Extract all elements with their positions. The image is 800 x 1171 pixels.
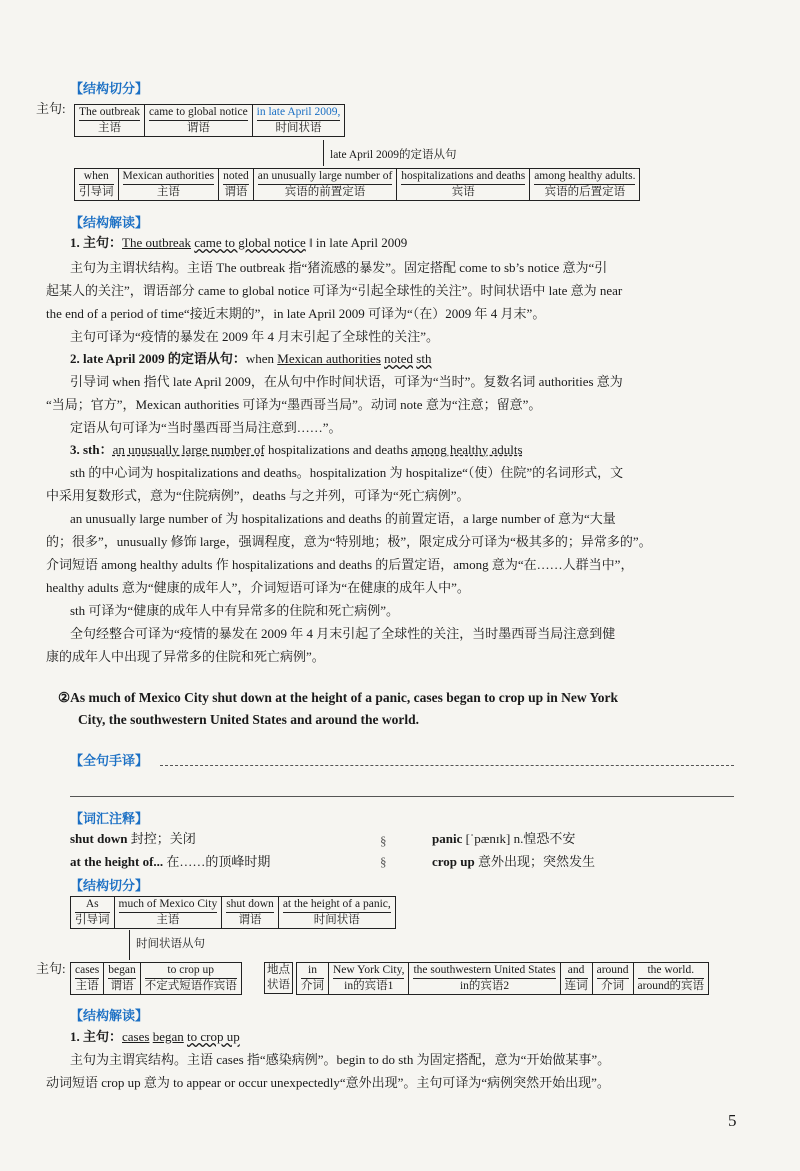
vocab-header: 【词汇注释】 bbox=[70, 812, 149, 827]
paragraph-line: sth 可译为“健康的成年人中有异常多的住院和死亡病例”。 bbox=[70, 603, 399, 618]
paragraph-line: 起某人的关注”，谓语部分 came to global notice 可译为“引起全球性的关注”。时间状语中 late 意为 near bbox=[46, 283, 623, 298]
arrow-connector bbox=[129, 930, 130, 960]
table-cell: The outbreak 主语 bbox=[79, 106, 140, 134]
paragraph-line: sth 的中心词为 hospitalizations and deaths。hospitalization 为 hospitalize“（使）住院”的名词形式，文 bbox=[70, 465, 624, 480]
table-cell: at the height of a panic, 时间状语 bbox=[278, 897, 395, 928]
vocab-item: panic [ˈpænɪk] n.惶恐不安 bbox=[432, 831, 576, 846]
vocab-item: shut down 封控；关闭 bbox=[70, 831, 196, 846]
point-3-title-line: 3. sth：an unusually large number of hospitalizations and deaths among healthy adults bbox=[70, 442, 523, 457]
table-cell: in 介词 bbox=[301, 964, 324, 992]
table-cell: came to global notice 谓语 bbox=[144, 105, 252, 136]
paragraph-line: 全句经整合可译为“疫情的暴发在 2009 年 4 月末引起了全球性的关注，当时墨西哥当局注意到健 bbox=[70, 626, 616, 641]
table-cell: noted 谓语 bbox=[218, 169, 253, 200]
arrow-connector bbox=[323, 140, 324, 166]
point-1-title-line: 1. 主句：The outbreak came to global notice ‖ in late April 2009 bbox=[70, 235, 408, 250]
paragraph-line: 主句可译为“疫情的暴发在 2009 年 4 月末引起了全球性的关注”。 bbox=[70, 329, 440, 344]
table-cell: hospitalizations and deaths 宾语 bbox=[396, 169, 529, 200]
divider-glyph: § bbox=[380, 833, 387, 848]
paragraph-line: 引导词 when 指代 late April 2009，在从句中作时间状语，可译为“当时”。复数名词 authorities 意为 bbox=[70, 374, 623, 389]
paragraph-line: “当局；官方”，Mexican authorities 可译为“墨西哥当局”。动词 note 意为“注意；留意”。 bbox=[46, 397, 542, 412]
sentence-2-line-2: City, the southwestern United States and around the world. bbox=[78, 712, 420, 727]
paragraph-line: 康的成年人中出现了异常多的住院和死亡病例”。 bbox=[46, 649, 325, 664]
main-clause-table-1 bbox=[74, 104, 345, 137]
attr-clause-label: late April 2009的定语从句 bbox=[330, 149, 457, 161]
point-2-title-line: 2. late April 2009 的定语从句：when Mexican authorities noted sth bbox=[70, 351, 432, 366]
adverbial-clause-table bbox=[70, 896, 396, 929]
table-cell: to crop up 不定式短语作宾语 bbox=[140, 963, 241, 994]
adverbial-clause-label: 时间状语从句 bbox=[136, 938, 205, 950]
paragraph-line: 介词短语 among healthy adults 作 hospitalizations and deaths 的后置定语，among 意为“在……人群当中”， bbox=[46, 557, 634, 572]
main-clause-label-1: 主句: bbox=[36, 101, 66, 116]
translate-header: 【全句手译】 bbox=[70, 754, 149, 769]
attr-clause-table bbox=[74, 168, 640, 201]
table-cell: As 引导词 bbox=[75, 898, 110, 926]
place-adverbial-table bbox=[296, 962, 709, 995]
explain-header-2: 【结构解读】 bbox=[70, 1009, 149, 1024]
paragraph-line: the end of a period of time“接近末期的”，in late April 2009 可译为“（在）2009 年 4 月末”。 bbox=[46, 306, 546, 321]
table-cell: much of Mexico City 主语 bbox=[114, 897, 222, 928]
table-cell: the world. around的宾语 bbox=[633, 963, 708, 994]
table-cell: shut down 谓语 bbox=[221, 897, 278, 928]
divider-glyph: § bbox=[380, 854, 387, 869]
main-clause-table-2 bbox=[70, 962, 242, 995]
answer-line[interactable] bbox=[70, 796, 734, 797]
table-cell: New York City, in的宾语1 bbox=[328, 963, 408, 994]
vocab-item: at the height of... 在……的顶峰时期 bbox=[70, 854, 271, 869]
table-cell: began 谓语 bbox=[103, 963, 139, 994]
paragraph-line: 中采用复数形式，意为“住院病例”，deaths 与之并列，可译为“死亡病例”。 bbox=[46, 488, 470, 503]
paragraph-line: 定语从句可译为“当时墨西哥当局注意到……”。 bbox=[70, 420, 342, 435]
table-cell: around 介词 bbox=[592, 963, 633, 994]
paragraph-line: 主句为主谓宾结构。主语 cases 指“感染病例”。begin to do sth 为固定搭配，意为“开始做某事”。 bbox=[70, 1052, 611, 1067]
paragraph-line: 主句为主谓状结构。主语 The outbreak 指“猪流感的暴发”。固定搭配 come to sb’s notice 意为“引 bbox=[70, 260, 608, 275]
struct-header-2: 【结构切分】 bbox=[70, 879, 149, 894]
paragraph-line: 动词短语 crop up 意为 to appear or occur unexpectedly“意外出现”。主句可译为“病例突然开始出现”。 bbox=[46, 1075, 610, 1090]
main-clause-label-2: 主句: bbox=[36, 961, 66, 976]
table-cell: the southwestern United States in的宾语2 bbox=[408, 963, 559, 994]
struct-header-1: 【结构切分】 bbox=[70, 82, 149, 97]
table-cell: and 连词 bbox=[560, 963, 592, 994]
table-cell: among healthy adults. 宾语的后置定语 bbox=[529, 169, 639, 200]
paragraph-line: an unusually large number of 为 hospitalizations and deaths 的前置定语，a large number of 意为“大量 bbox=[70, 511, 616, 526]
table-cell: in late April 2009, 时间状语 bbox=[252, 105, 345, 136]
point-1-title-line-2: 1. 主句：cases began to crop up bbox=[70, 1029, 240, 1044]
vocab-item: crop up 意外出现；突然发生 bbox=[432, 854, 596, 869]
sentence-2-line-1: ②As much of Mexico City shut down at the height of a panic, cases began to crop up in New York bbox=[58, 690, 618, 705]
table-cell: cases 主语 bbox=[75, 964, 100, 992]
explain-header-1: 【结构解读】 bbox=[70, 216, 149, 231]
paragraph-line: healthy adults 意为“健康的成年人”，介词短语可译为“在健康的成年人中”。 bbox=[46, 580, 470, 595]
table-cell: when 引导词 bbox=[79, 170, 114, 198]
table-cell: Mexican authorities 主语 bbox=[118, 169, 219, 200]
paragraph-line: 的；很多”，unusually 修饰 large，强调程度，意为“特别地；极”，限定成分可译为“极其多的；异常多的”。 bbox=[46, 534, 652, 549]
page-number: 5 bbox=[728, 1111, 737, 1130]
answer-line[interactable] bbox=[160, 765, 734, 766]
table-cell: an unusually large number of 宾语的前置定语 bbox=[253, 169, 397, 200]
place-adverbial-label: 地点 状语 bbox=[264, 962, 293, 994]
